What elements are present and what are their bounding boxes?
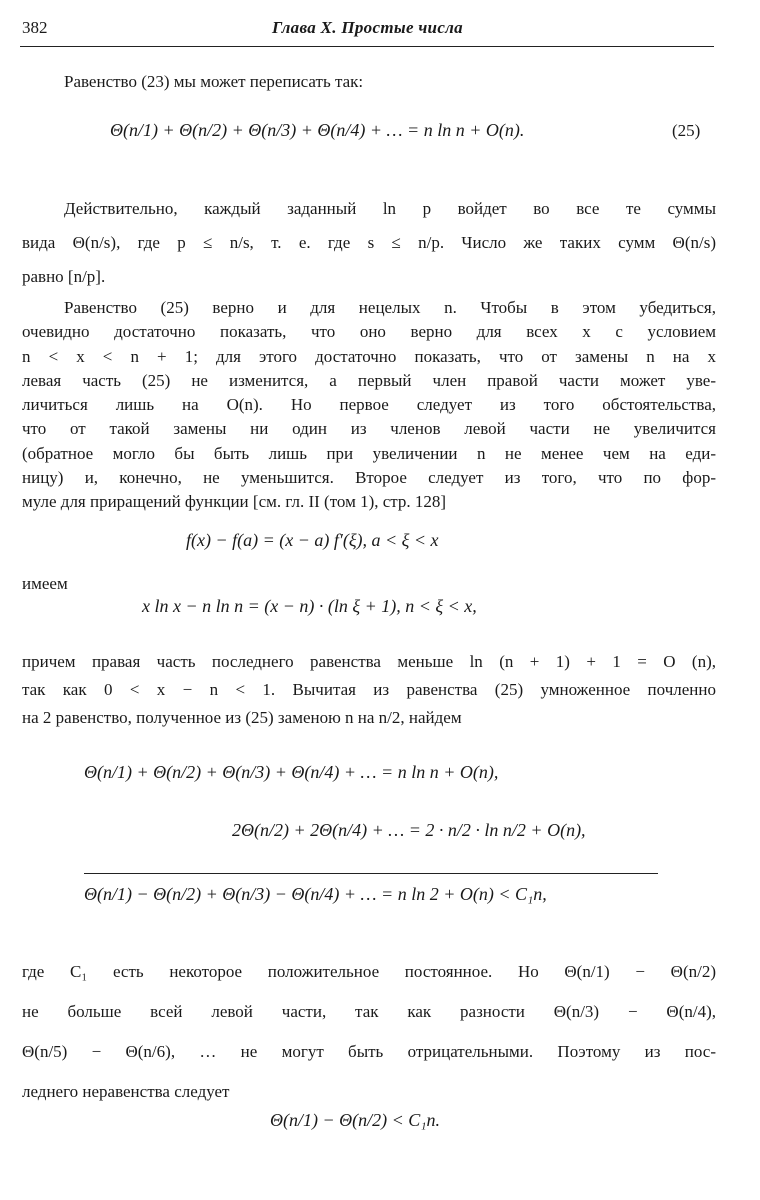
page-number: 382 (22, 18, 48, 37)
paragraph-3 (22, 648, 716, 732)
text-line: причем правая часть последнего равенства меньше ln (n + 1) + 1 = O (n), (22, 652, 716, 671)
text-line: где C₁ есть некоторое положительное постоянное. Но Θ(n/1) − Θ(n/2) (22, 962, 716, 981)
equation-system-2: 2Θ(n/2) + 2Θ(n/4) + … = 2 · n/2 · ln n/2 + O(n), (232, 820, 586, 840)
text-line: личиться лишь на O(n). Но первое следует из того обстоятельства, (22, 395, 716, 415)
equation-system-1: Θ(n/1) + Θ(n/2) + Θ(n/3) + Θ(n/4) + … = n ln n + O(n), (84, 762, 499, 782)
text-line: ницу) и, конечно, не уменьшится. Второе следует из того, что по фор- (22, 468, 716, 488)
equation-25-label: (25) (672, 121, 701, 140)
paragraph-1 (22, 192, 716, 294)
equation-25: Θ(n/1) + Θ(n/2) + Θ(n/3) + Θ(n/4) + … = n ln n + O(n). (110, 120, 525, 140)
text-line: вида Θ(n/s), где p ≤ n/s, т. е. где s ≤ n/p. Число же таких сумм Θ(n/s) (22, 233, 716, 252)
text-line: равно [n/p]. (22, 267, 106, 286)
text-line: (обратное могло бы быть лишь при увеличении n не менее чем на еди- (22, 443, 716, 463)
text-line: Действительно, каждый заданный ln p войдет во все те суммы (64, 199, 716, 218)
equation-system-3: Θ(n/1) − Θ(n/2) + Θ(n/3) − Θ(n/4) + … = n ln 2 + O(n) < C₁n, (84, 884, 547, 904)
text-line: не больше всей левой части, так как разности Θ(n/3) − Θ(n/4), (22, 1002, 716, 1021)
intro-line: Равенство (23) мы может переписать так: (64, 72, 364, 91)
text-line: леднего неравенства следует (22, 1082, 230, 1101)
equation-final: Θ(n/1) − Θ(n/2) < C₁n. (270, 1110, 441, 1130)
paragraph-imeem (22, 572, 716, 595)
text-line: имеем (22, 574, 68, 593)
sum-rule (84, 873, 658, 874)
paragraph-2 (22, 296, 716, 515)
text-line: так как 0 < x − n < 1. Вычитая из равенства (25) умноженное почленно (22, 680, 716, 699)
text-line: n < x < n + 1; для этого достаточно показать, что от замены n на x (22, 346, 716, 366)
intro-paragraph (22, 70, 716, 93)
header-rule (20, 46, 714, 47)
text-line: Θ(n/5) − Θ(n/6), … не могут быть отрицательными. Поэтому из пос- (22, 1042, 716, 1061)
text-line: очевидно достаточно показать, что оно верно для всех x с условием (22, 322, 716, 342)
text-line: Равенство (25) верно и для нецелых n. Чтобы в этом убедиться, (64, 298, 716, 317)
text-line: левая часть (25) не изменится, а первый член правой части может уве- (22, 370, 716, 390)
equation-xlnx: x ln x − n ln n = (x − n) · (ln ξ + 1), n < ξ < x, (142, 596, 477, 616)
text-line: что от такой замены ни один из членов левой части не увеличится (22, 419, 716, 439)
paragraph-4 (22, 952, 716, 1112)
equation-mean-value: f(x) − f(a) = (x − a) f′(ξ), a < ξ < x (186, 530, 439, 550)
text-line: муле для приращений функции [см. гл. II (том 1), стр. 128] (22, 492, 447, 512)
text-line: на 2 равенство, полученное из (25) заменою n на n/2, найдем (22, 708, 462, 727)
chapter-title: Глава X. Простые числа (272, 18, 463, 37)
